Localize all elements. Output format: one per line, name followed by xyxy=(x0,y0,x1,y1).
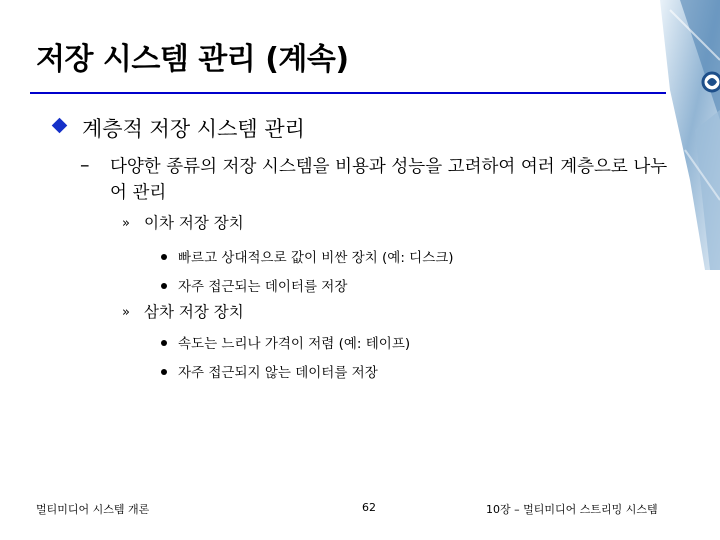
list-item: 자주 접근되는 데이터를 저장 xyxy=(178,279,348,295)
main-point: 계층적 저장 시스템 관리 xyxy=(82,117,305,141)
dot-bullet-icon xyxy=(161,340,167,346)
title-divider xyxy=(30,92,666,94)
section-heading-tertiary-storage: 삼차 저장 장치 xyxy=(144,303,244,321)
corner-decoration-image xyxy=(650,0,720,270)
slide-title: 저장 시스템 관리 (계속) xyxy=(36,42,349,77)
list-item: 속도는 느리나 가격이 저렴 (예: 테이프) xyxy=(178,336,411,352)
dot-bullet-icon xyxy=(161,283,167,289)
dash-bullet-icon: – xyxy=(80,154,90,176)
footer-chapter-title: 10장 – 멀티미디어 스트리밍 시스템 xyxy=(486,503,658,516)
raquo-bullet-icon: » xyxy=(122,216,130,231)
section-heading-secondary-storage: 이차 저장 장치 xyxy=(144,214,244,232)
dot-bullet-icon xyxy=(161,369,167,375)
sub-point: 다양한 종류의 저장 시스템을 비용과 성능을 고려하여 여러 계층으로 나누어 관리 xyxy=(110,157,668,203)
footer-course-title: 멀티미디어 시스템 개론 xyxy=(36,503,150,516)
diamond-bullet-icon xyxy=(52,118,68,134)
raquo-bullet-icon: » xyxy=(122,305,130,320)
list-item: 자주 접근되지 않는 데이터를 저장 xyxy=(178,365,378,381)
footer-page-number: 62 xyxy=(362,501,376,514)
dot-bullet-icon xyxy=(161,254,167,260)
list-item: 빠르고 상대적으로 값이 비싼 장치 (예: 디스크) xyxy=(178,250,454,266)
